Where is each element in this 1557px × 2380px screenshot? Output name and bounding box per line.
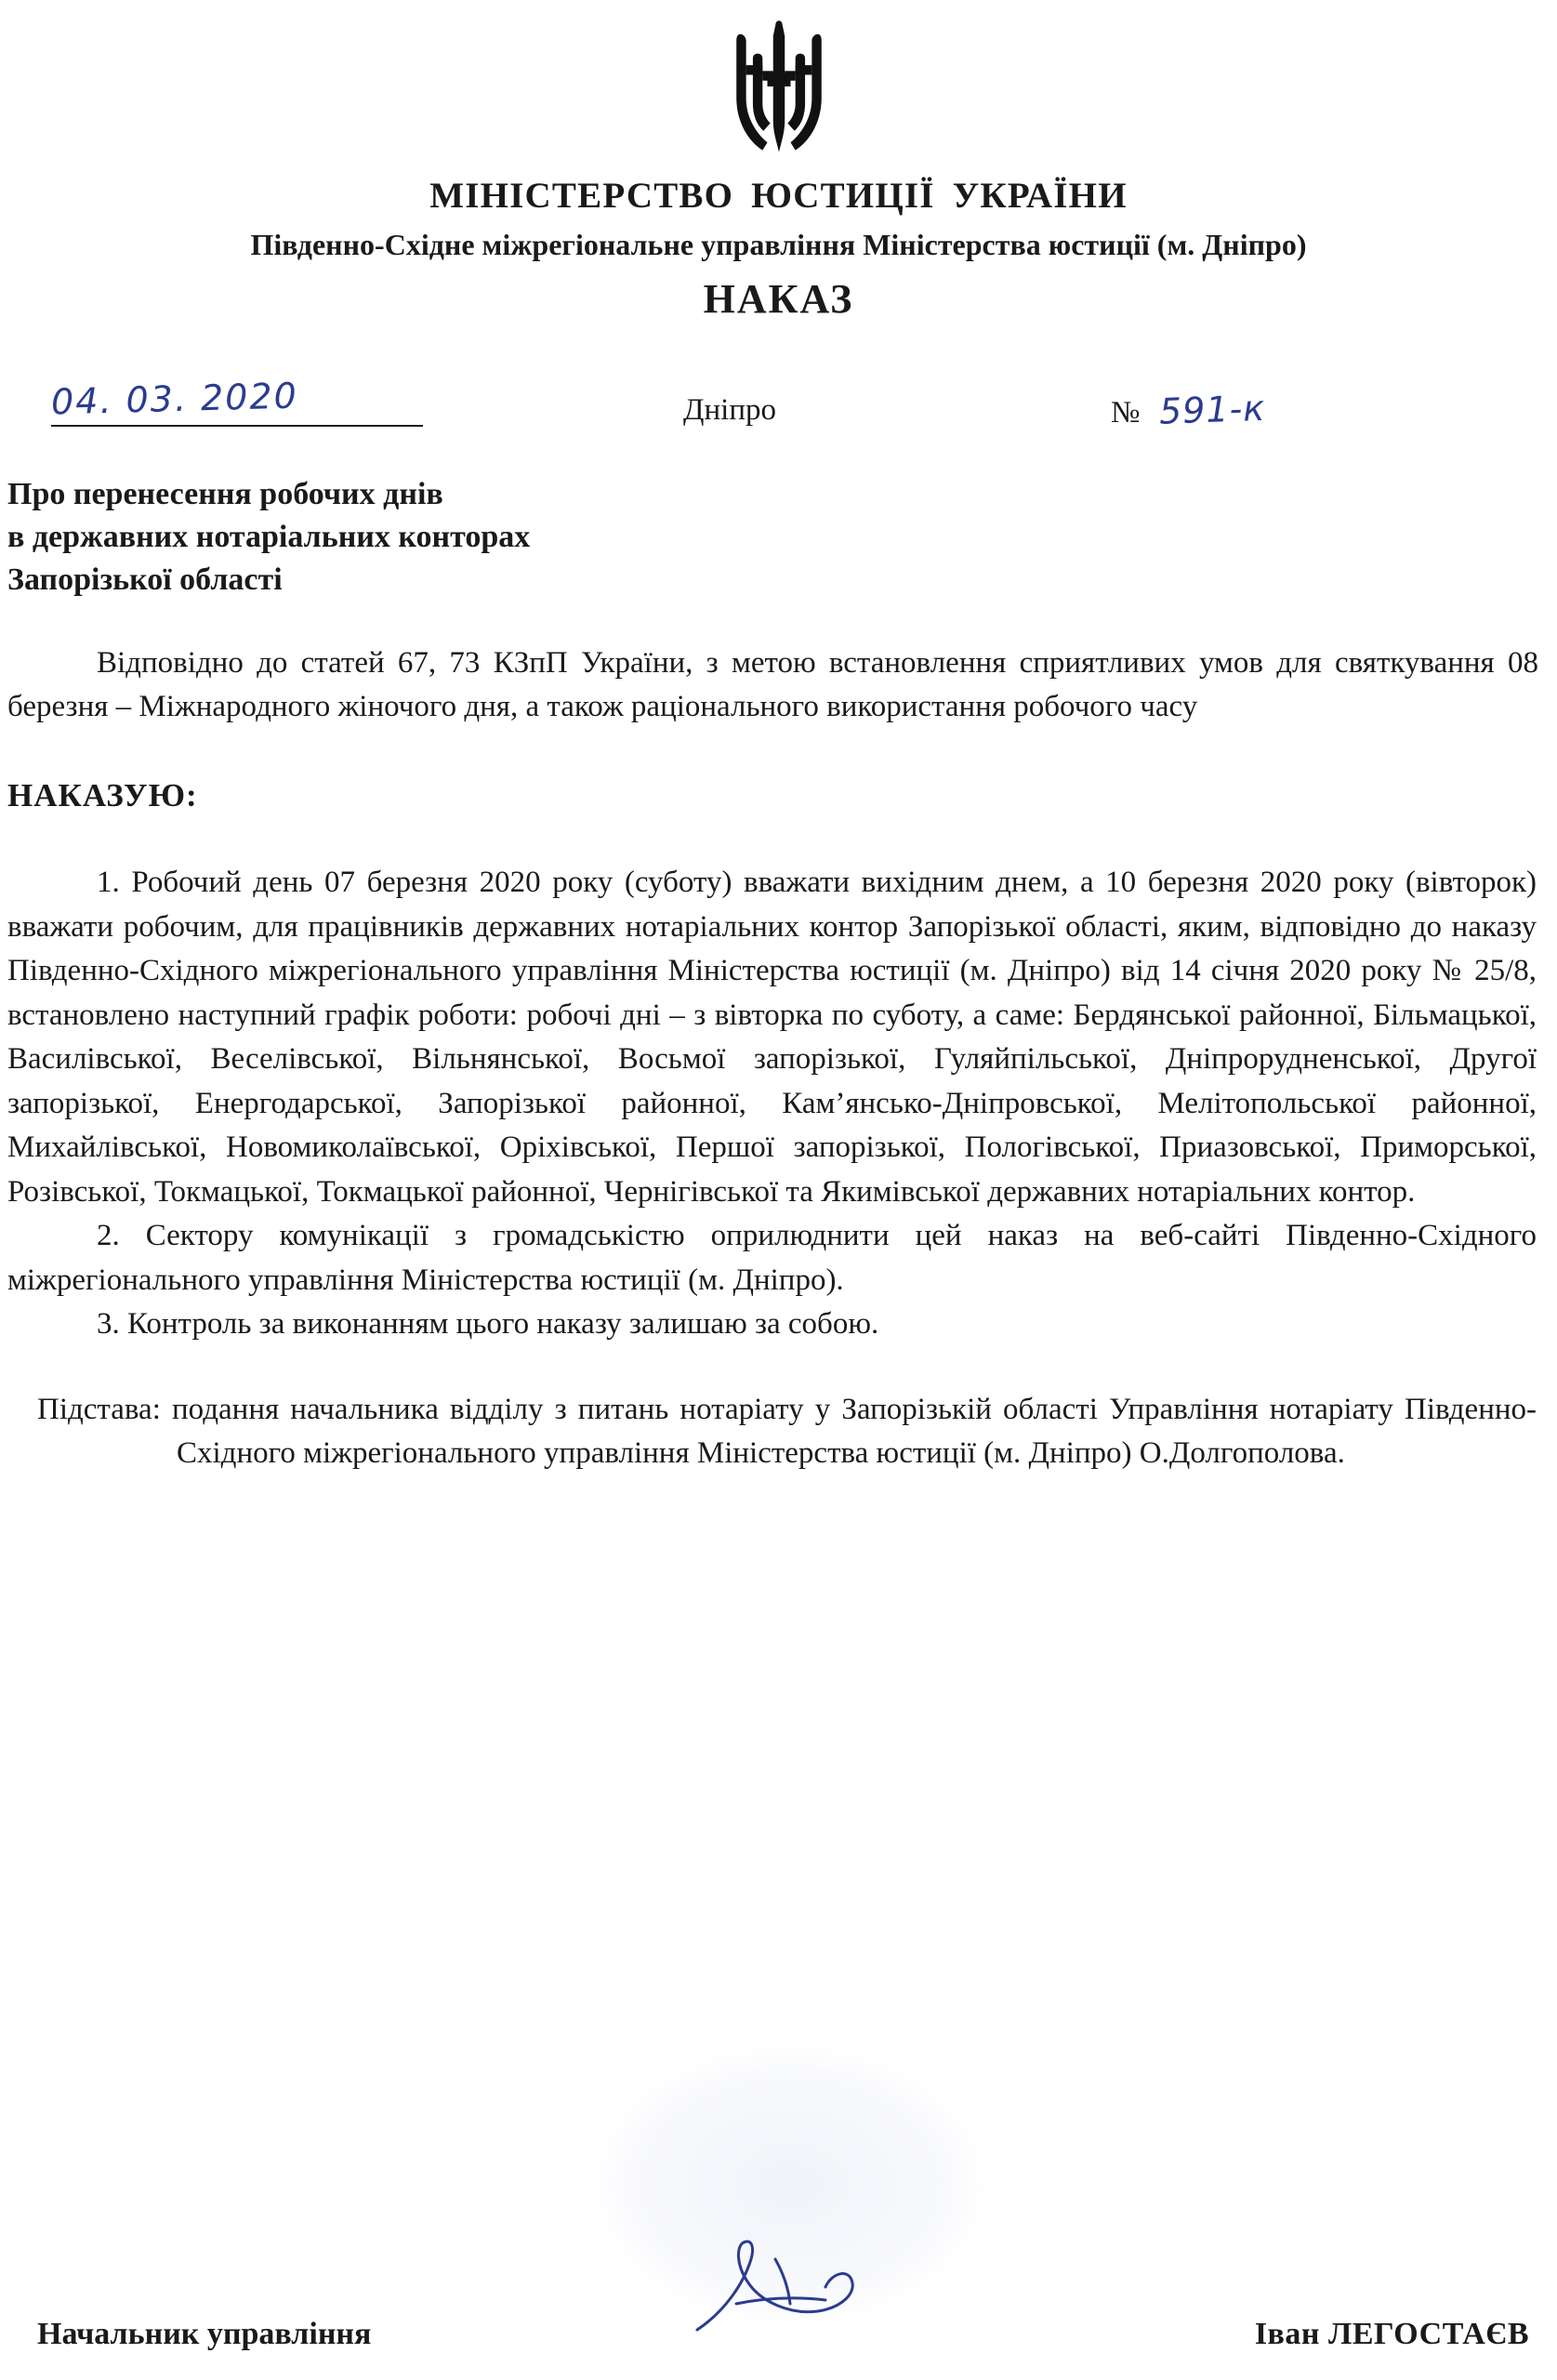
date-rule — [51, 425, 423, 427]
basis-label: Підстава: — [37, 1392, 161, 1426]
document-meta-row — [0, 377, 1557, 442]
date-handwritten: 04. 03. 2020 — [50, 375, 299, 423]
signature-row — [37, 2317, 1529, 2352]
subject-line-1: Про перенесення робочих днів — [7, 477, 443, 511]
number-value-wrap — [1150, 387, 1457, 432]
signature-name: Іван ЛЕГОСТАЄВ — [1254, 2317, 1529, 2351]
ministry-title: МІНІСТЕРСТВО ЮСТИЦІЇ УКРАЇНИ — [429, 176, 1128, 216]
basis-text: подання начальника відділу з питань нотаріату у Запорізькій області Управління нотаріату Південно-Східного міжрегіонального управління Міністерства юстиції (м. Дніпро) О.Долгополова. — [160, 1392, 1537, 1471]
signature-title: Начальник управління — [37, 2317, 372, 2351]
ukraine-trident-emblem — [731, 13, 827, 162]
subject-line-2: в державних нотаріальних конторах — [7, 520, 531, 555]
body-paragraph-2: 2. Сектору комунікації з громадськістю оприлюднити цей наказ на веб-сайті Південно-Східного міжрегіонального управління Міністерства юстиції (м. Дніпро). — [7, 1219, 1537, 1297]
preamble-paragraph: Відповідно до статей 67, 73 КЗпП України, з метою встановлення сприятливих умов для святкування 08 березня – Міжнародного жіночого дня, а також раціонального використання робочого часу — [7, 645, 1538, 723]
body-paragraph-3: 3. Контроль за виконанням цього наказу залишаю за собою. — [97, 1307, 879, 1342]
stamp-imprint — [595, 2045, 985, 2324]
document-subject — [0, 473, 1557, 602]
number-label: № — [1111, 396, 1141, 430]
basis-text-wrap — [37, 1388, 1537, 1476]
place-label: Дніпро — [683, 393, 776, 427]
order-keyword: НАКАЗУЮ: — [7, 777, 198, 814]
department-title: Південно-Східне міжрегіональне управління Міністерства юстиції (м. Дніпро) — [250, 228, 1307, 261]
document-type: НАКАЗ — [703, 276, 854, 322]
date-field — [50, 375, 423, 427]
basis-block — [0, 1388, 1557, 1476]
document-header — [0, 175, 1557, 323]
handwritten-signature — [679, 2218, 920, 2358]
emblem-container — [0, 0, 1557, 162]
number-handwritten: 591-к — [1157, 387, 1266, 432]
number-field — [1111, 387, 1457, 432]
document-body — [0, 861, 1557, 1347]
body-paragraph-1: 1. Робочий день 07 березня 2020 року (суботу) вважати вихідним днем, а 10 березня 2020 року (вівторок) вважати робочим, для працівників державних нотаріальних контор Запорізької області, яким, відповідно до наказу Південно-Східного міжрегіонального управління Міністерства юстиції (м. Дніпро) від 14 січня 2020 року № 25/8, встановлено наступний графік роботи: робочі дні – з вівторка по суботу, а саме: Бердянської районної, Більмацької, Василівської, Веселівської, Вільнянської, Восьмої запорізької, Гуляйпільської, Дніпрорудненської, Другої запорізької, Енергодарської, Запорізької районної, Кам’янсько-Дніпровської, Мелітопольської районної, Михайлівської, Новомиколаївської, Оріхівської, Першої запорізької, Пологівської, Приазовської, Приморської, Розівської, Токмацької, Токмацької районної, Чернігівської та Якимівської державних нотаріальних контор. — [7, 866, 1537, 1209]
subject-line-3: Запорізької області — [7, 562, 283, 598]
